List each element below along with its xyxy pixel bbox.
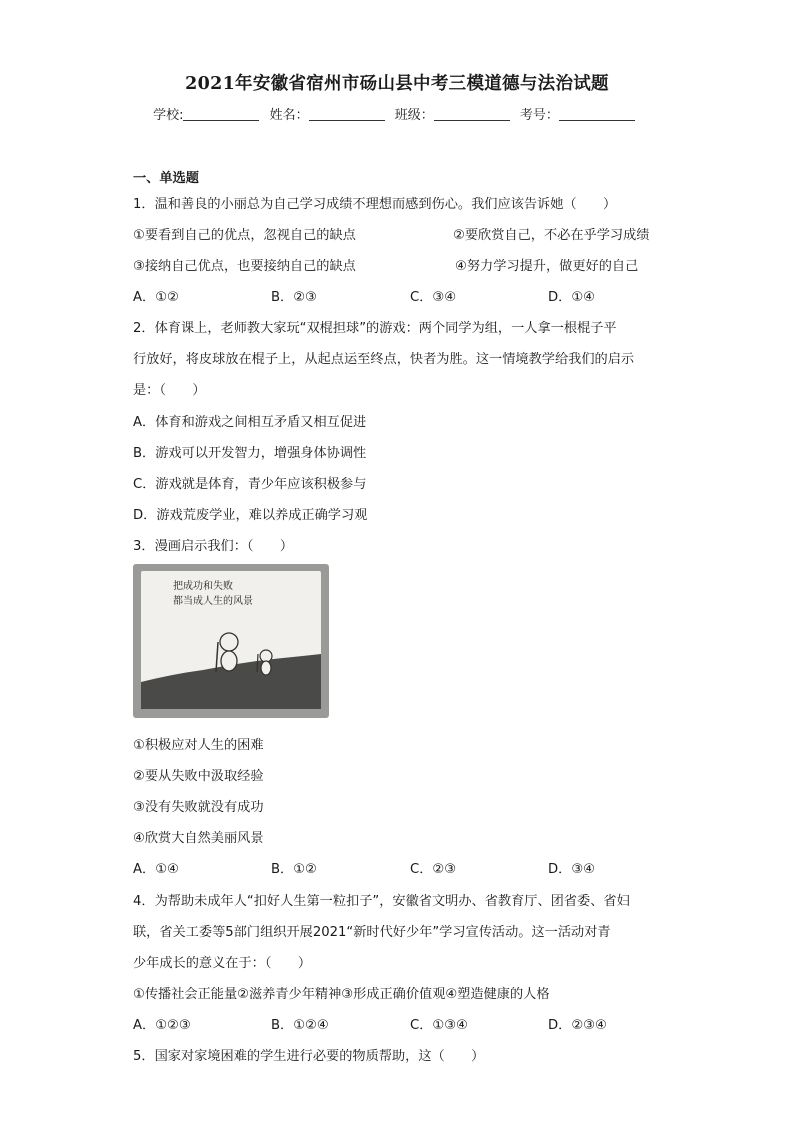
exam-number-blank[interactable] xyxy=(559,108,635,121)
section-heading: 一、单选题 xyxy=(133,171,199,186)
class-label: 班级： xyxy=(394,108,434,123)
cartoon-caption-line-2: 都当成人生的风景 xyxy=(173,596,253,607)
question-3-option-c[interactable]: C．②③ xyxy=(410,862,457,877)
cartoon-figure-large-body xyxy=(221,651,237,671)
question-1-option-c[interactable]: C．③④ xyxy=(410,290,457,305)
cartoon-figure-small-body xyxy=(261,661,271,675)
name-blank[interactable] xyxy=(309,108,385,121)
question-4-statements: ①传播社会正能量②滋养青少年精神③形成正确价值观④塑造健康的人格 xyxy=(133,987,550,1002)
school-label: 学校: xyxy=(153,108,184,123)
question-1-stem: 1．温和善良的小丽总为自己学习成绩不理想而感到伤心。我们应该告诉她（ ） xyxy=(133,197,617,212)
school-blank[interactable] xyxy=(183,108,259,121)
question-1-statement-2: ②要欣赏自己，不必在乎学习成绩 xyxy=(453,228,650,243)
cartoon-figure-small-head xyxy=(260,650,272,662)
question-2-stem-line-2: 行放好，将皮球放在棍子上，从起点运至终点，快者为胜。这一情境教学给我们的启示 xyxy=(133,352,635,367)
question-4-stem-line-1: 4．为帮助未成年人“扣好人生第一粒扣子”，安徽省文明办、省教育厅、团省委、省妇 xyxy=(133,894,630,909)
question-3-stem: 3．漫画启示我们：（ ） xyxy=(133,539,294,554)
question-2-option-b[interactable]: B．游戏可以开发智力，增强身体协调性 xyxy=(133,446,367,461)
question-4-stem-line-2: 联，省关工委等5部门组织开展2021“新时代好少年”学习宣传活动。这一活动对青 xyxy=(133,925,611,940)
question-3-statement-4: ④欣赏大自然美丽风景 xyxy=(133,831,264,846)
question-2-option-d[interactable]: D．游戏荒废学业，难以养成正确学习观 xyxy=(133,508,368,523)
question-4-option-b[interactable]: B．①②④ xyxy=(271,1018,329,1033)
question-4-option-a[interactable]: A．①②③ xyxy=(133,1018,191,1033)
question-4-stem-line-3: 少年成长的意义在于：（ ） xyxy=(133,956,312,971)
question-1-option-a[interactable]: A．①② xyxy=(133,290,179,305)
question-2-stem-line-1: 2．体育课上，老师教大家玩“双棍担球”的游戏：两个同学为组，一人拿一根棍子平 xyxy=(133,321,617,336)
question-1-statement-3: ③接纳自己优点，也要接纳自己的缺点 xyxy=(133,259,356,274)
question-1-option-d[interactable]: D．①④ xyxy=(548,290,595,305)
question-3-statement-2: ②要从失败中汲取经验 xyxy=(133,769,264,784)
question-1-statement-1: ①要看到自己的优点，忽视自己的缺点 xyxy=(133,228,356,243)
cartoon-image xyxy=(133,564,329,718)
question-4-option-d[interactable]: D．②③④ xyxy=(548,1018,607,1033)
student-info-line xyxy=(0,104,794,123)
cartoon-drawing xyxy=(133,564,329,718)
cartoon-caption-line-1: 把成功和失败 xyxy=(173,581,233,592)
question-3-statement-3: ③没有失败就没有成功 xyxy=(133,800,264,815)
question-1-option-b[interactable]: B．②③ xyxy=(271,290,317,305)
question-2-option-c[interactable]: C．游戏就是体育，青少年应该积极参与 xyxy=(133,477,367,492)
question-1-statement-4: ④努力学习提升，做更好的自己 xyxy=(455,259,639,274)
class-blank[interactable] xyxy=(434,108,510,121)
question-2-stem-line-3: 是：（ ） xyxy=(133,383,206,398)
question-2-option-a[interactable]: A．体育和游戏之间相互矛盾又相互促进 xyxy=(133,415,367,430)
question-3-option-d[interactable]: D．③④ xyxy=(548,862,595,877)
question-3-option-a[interactable]: A．①④ xyxy=(133,862,179,877)
exam-number-label: 考号： xyxy=(519,108,559,123)
question-5-stem: 5．国家对家境困难的学生进行必要的物质帮助，这（ ） xyxy=(133,1049,485,1064)
question-3-statement-1: ①积极应对人生的困难 xyxy=(133,738,264,753)
question-4-option-c[interactable]: C．①③④ xyxy=(410,1018,468,1033)
cartoon-figure-large-head xyxy=(220,633,238,651)
exam-title: 2021年安徽省宿州市砀山县中考三模道德与法治试题 xyxy=(185,74,609,94)
name-label: 姓名： xyxy=(269,108,309,123)
question-3-option-b[interactable]: B．①② xyxy=(271,862,317,877)
